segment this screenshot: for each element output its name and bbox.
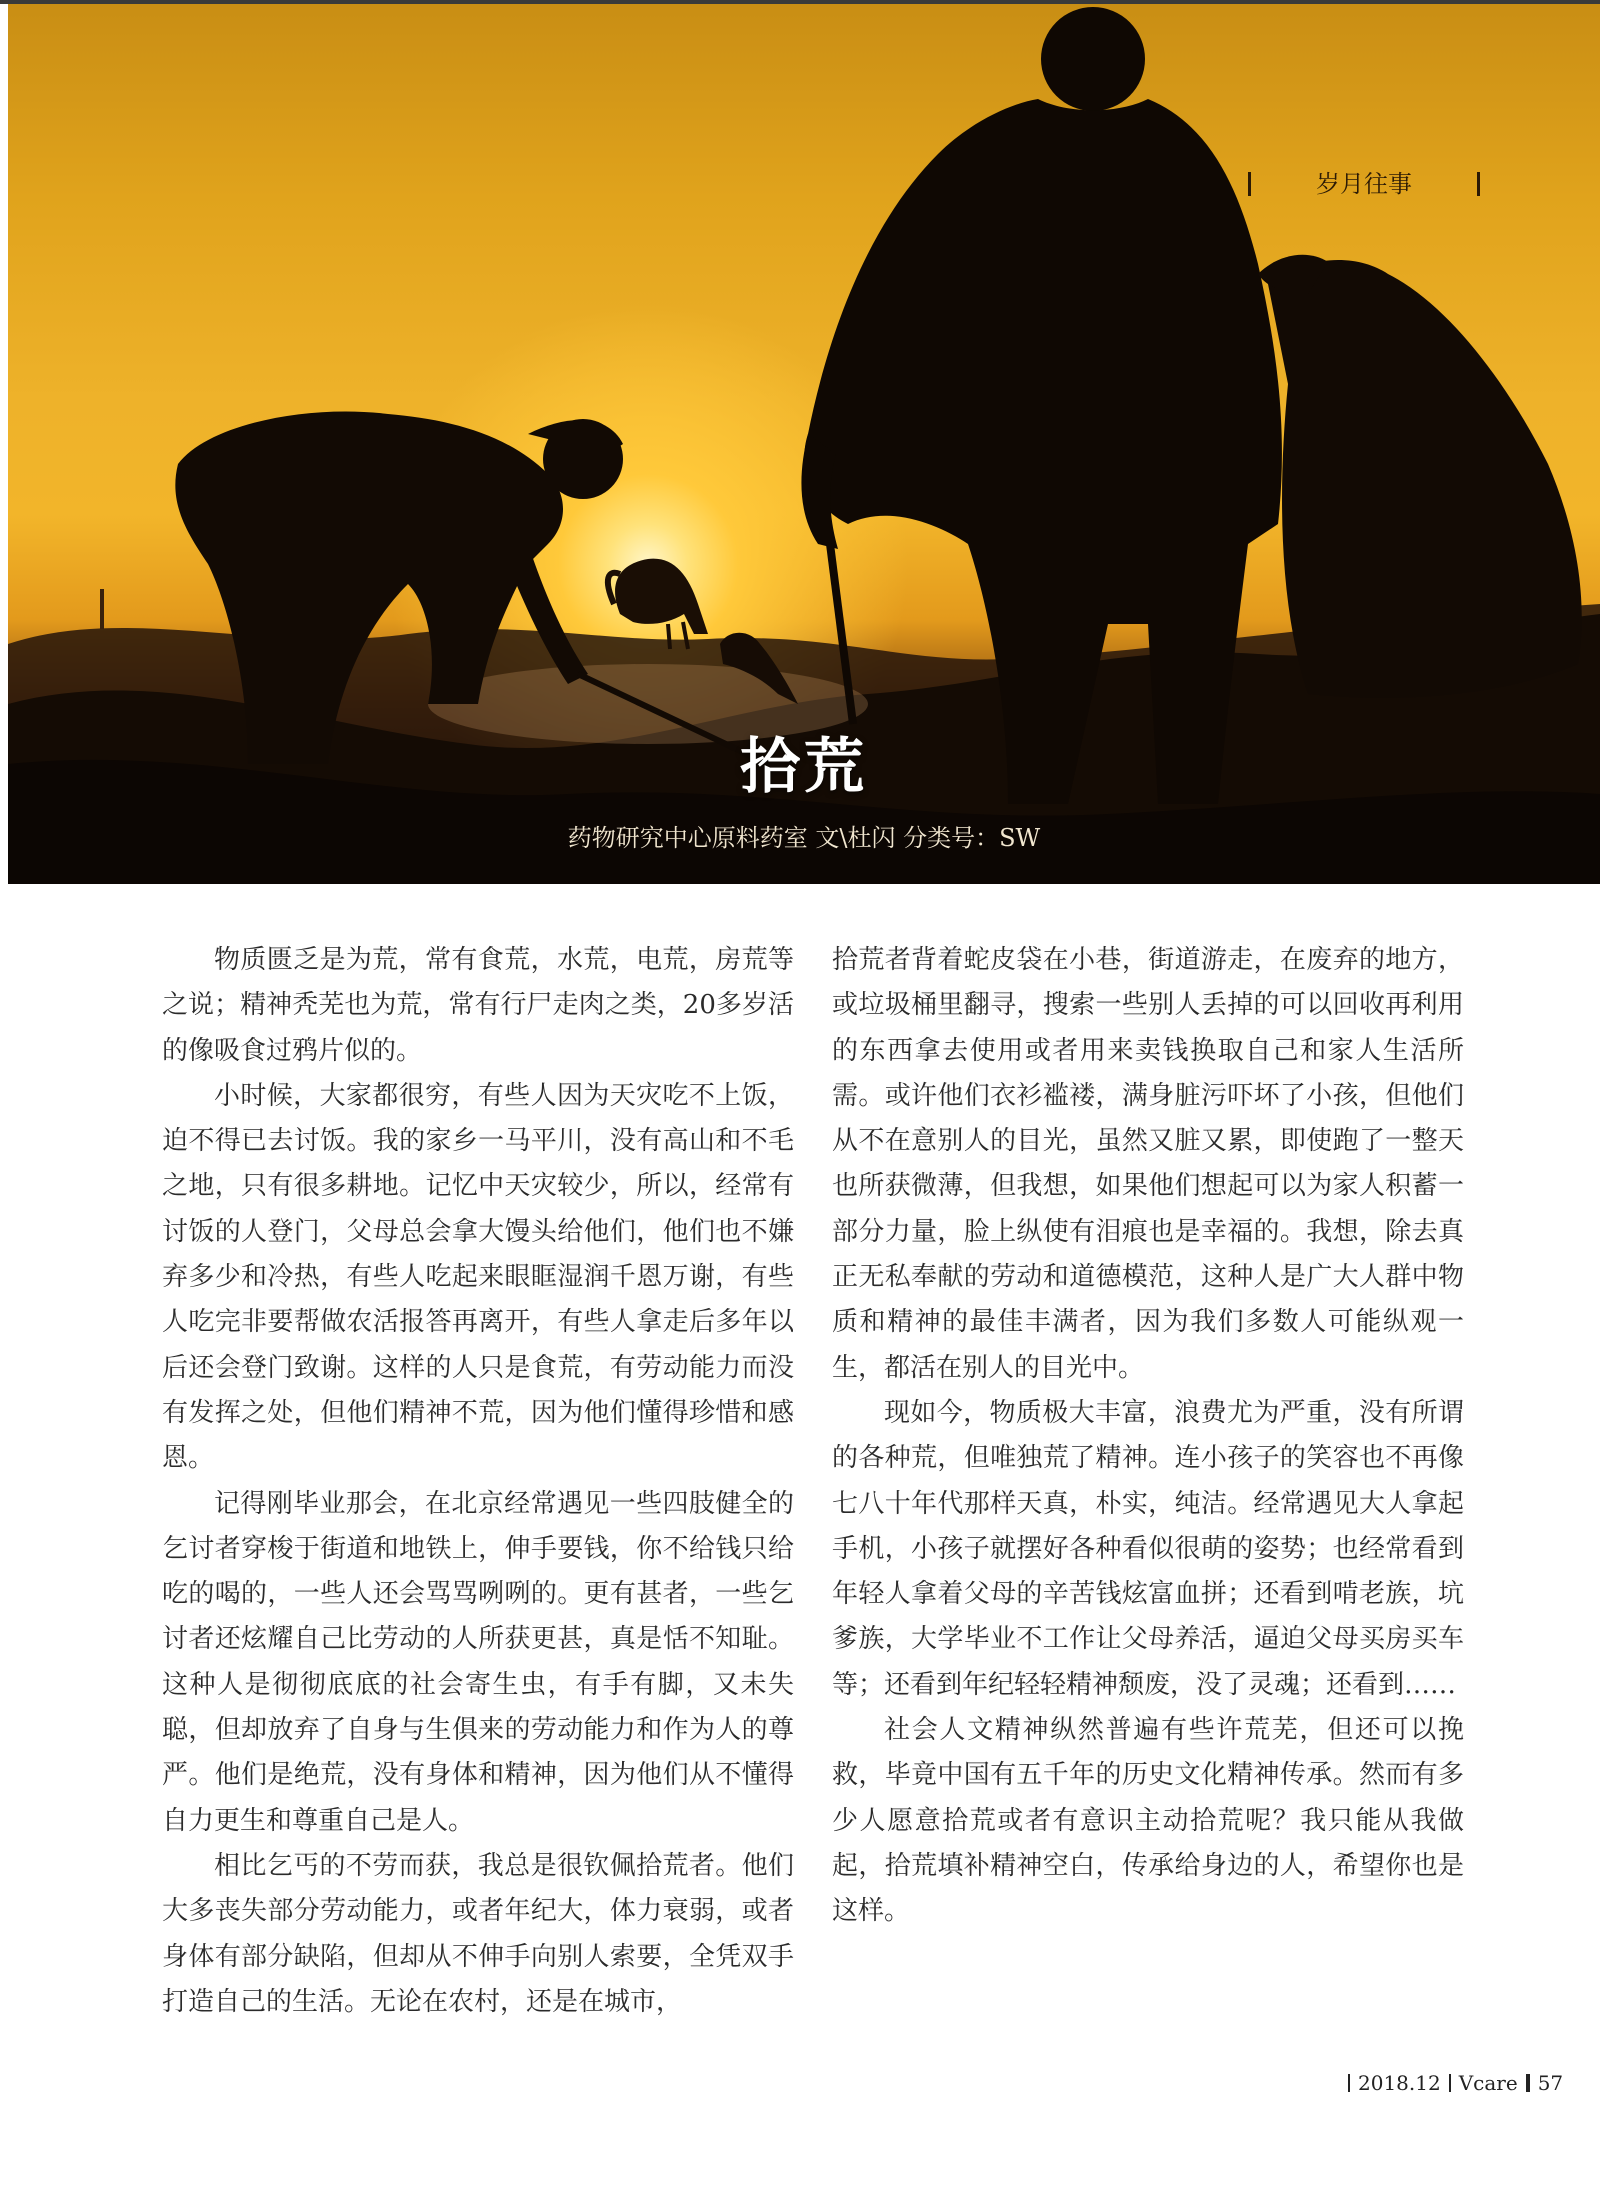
section-label-text: 岁月往事: [1316, 170, 1412, 198]
paragraph: 相比乞丐的不劳而获，我总是很钦佩拾荒者。他们大多丧失部分劳动能力，或者年纪大，体力衰弱，或者身体有部分缺陷，但却从不伸手向别人索要，全凭双手打造自己的生活。无论在农村，还是在城市，: [162, 1850, 794, 2017]
paragraph: 社会人文精神纵然普遍有些许荒芜，但还可以挽救，毕竟中国有五千年的历史文化精神传承。然而有多少人愿意拾荒或者有意识主动拾荒呢？我只能从我做起，拾荒填补精神空白，传承给身边的人，希望你也是这样。: [832, 1715, 1464, 1927]
footer-issue: 2018.12: [1358, 2071, 1441, 2095]
section-label-right-bar: [1477, 172, 1480, 196]
article-byline: 药物研究中心原料药室 文\杜闪 分类号：SW: [567, 824, 1041, 852]
section-label: [1248, 166, 1480, 202]
paragraph: 记得刚毕业那会，在北京经常遇见一些四肢健全的乞讨者穿梭于街道和地铁上，伸手要钱，你不给钱只给吃的喝的，一些人还会骂骂咧咧的。更有甚者，一些乞讨者还炫耀自己比劳动的人所获更甚，真是恬不知耻。这种人是彻彻底底的社会寄生虫，有手有脚，又未失聪，但却放弃了自身与生俱来的劳动能力和作为人的尊严。他们是绝荒，没有身体和精神，因为他们从不懂得自力更生和尊重自己是人。: [162, 1488, 794, 1836]
page-footer: [1340, 2068, 1564, 2098]
article-right-column: [832, 938, 1464, 1935]
hero-photo: [8, 4, 1600, 884]
footer-divider: [1526, 2074, 1530, 2092]
footer-divider: [1348, 2074, 1350, 2092]
paragraph: 现如今，物质极大丰富，浪费尤为严重，没有所谓的各种荒，但唯独荒了精神。连小孩子的笑容也不再像七八十年代那样天真，朴实，纯洁。经常遇见大人拿起手机，小孩子就摆好各种看似很萌的姿势；也经常看到年轻人拿着父母的辛苦钱炫富血拼；还看到啃老族，坑爹族，大学毕业不工作让父母养活，逼迫父母买房买车等；还看到年纪轻轻精神颓废，没了灵魂；还看到……: [832, 1397, 1464, 1700]
paragraph: 小时候，大家都很穷，有些人因为天灾吃不上饭，迫不得已去讨饭。我的家乡一马平川，没有高山和不毛之地，只有很多耕地。记忆中天灾较少，所以，经常有讨饭的人登门，父母总会拿大馒头给他们，他们也不嫌弃多少和冷热，有些人吃起来眼眶湿润千恩万谢，有些人吃完非要帮做农活报答再离开，有些人拿走后多年以后还会登门致谢。这样的人只是食荒，有劳动能力而没有发挥之处，但他们精神不荒，因为他们懂得珍惜和感恩。: [162, 1080, 794, 1474]
article-title: 拾荒: [740, 732, 868, 802]
paragraph-continuation: 拾荒者背着蛇皮袋在小巷，街道游走，在废弃的地方，或垃圾桶里翻寻，搜索一些别人丢掉的可以回收再利用的东西拿去使用或者用来卖钱换取自己和家人生活所需。或许他们衣衫褴褛，满身脏污吓坏了小孩，但他们从不在意别人的目光，虽然又脏又累，即使跑了一整天也所获微薄，但我想，如果他们想起可以为家人积蓄一部分力量，脸上纵使有泪痕也是幸福的。我想，除去真正无私奉献的劳动和道德模范，这种人是广大人群中物质和精神的最佳丰满者，因为我们多数人可能纵观一生，都活在别人的目光中。: [832, 945, 1464, 1383]
footer-page-number: 57: [1537, 2071, 1564, 2095]
section-label-left-bar: [1248, 172, 1251, 196]
paragraph: 物质匮乏是为荒，常有食荒，水荒，电荒，房荒等之说；精神秃芜也为荒，常有行尸走肉之类，20多岁活的像吸食过鸦片似的。: [162, 945, 794, 1066]
article-left-column: [162, 938, 794, 2025]
footer-divider: [1449, 2074, 1451, 2092]
footer-magazine: Vcare: [1458, 2071, 1518, 2095]
